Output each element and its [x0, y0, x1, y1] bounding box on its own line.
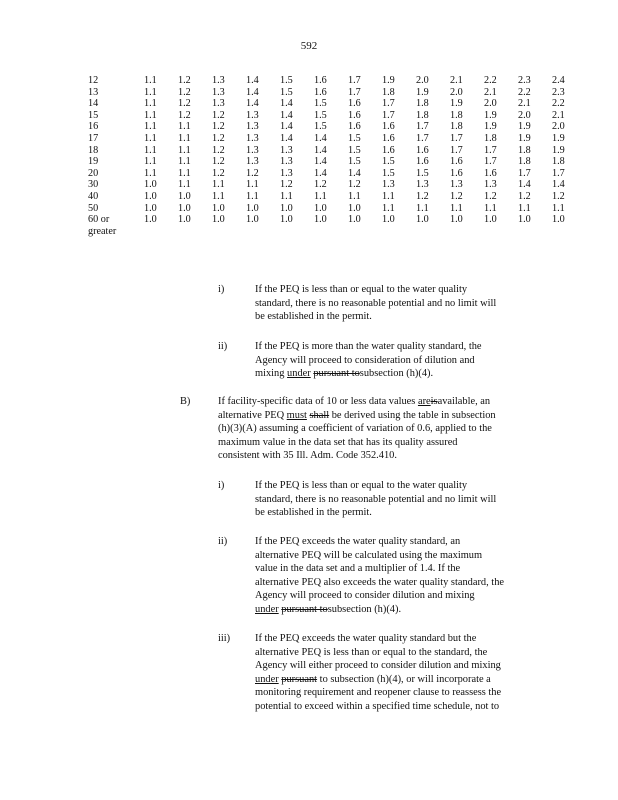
text-line: If the PEQ is more than the water quality standard, the: [255, 341, 482, 352]
multiplier-cell: 1.2: [212, 156, 225, 168]
multiplier-cell: 1.4: [348, 167, 361, 179]
multiplier-cell: 1.1: [212, 179, 225, 191]
text-line: standard, there is no reasonable potential and no limit will: [255, 297, 497, 309]
multiplier-cell: 1.3: [212, 86, 225, 98]
multiplier-cell: 1.6: [416, 156, 429, 168]
multiplier-cell: 1.0: [552, 214, 565, 226]
multiplier-cell: 2.2: [484, 75, 497, 86]
multiplier-cell: 1.2: [178, 98, 191, 110]
multiplier-cell: 1.2: [552, 190, 565, 202]
multiplier-cell: 1.6: [416, 144, 429, 156]
multiplier-cell: 1.6: [348, 98, 361, 110]
multiplier-cell: 1.0: [178, 214, 191, 226]
multiplier-cell: 1.0: [144, 202, 157, 214]
multiplier-cell: 1.3: [212, 75, 225, 86]
deleted-text: is: [430, 396, 438, 407]
multiplier-cell: 1.1: [382, 190, 395, 202]
multiplier-cell: 1.3: [212, 98, 225, 110]
multiplier-cell: 1.1: [212, 190, 225, 202]
multiplier-cell: 1.5: [314, 98, 327, 110]
multiplier-cell: 1.1: [178, 156, 191, 168]
multiplier-cell: 1.1: [178, 179, 191, 191]
multiplier-cell: 1.0: [450, 214, 463, 226]
multiplier-cell: 2.2: [518, 86, 531, 98]
multiplier-cell: 1.8: [450, 109, 463, 121]
multiplier-cell: 1.0: [212, 202, 225, 214]
item-label: i): [218, 480, 225, 491]
multiplier-cell: 1.0: [314, 214, 327, 226]
multiplier-cell: 1.2: [212, 109, 225, 121]
multiplier-cell: [178, 226, 212, 238]
text-line: be established in the permit.: [255, 311, 372, 323]
table-row: [88, 226, 586, 238]
multiplier-cell: 1.8: [518, 144, 531, 156]
multiplier-cell: 1.7: [450, 144, 463, 156]
table-row: [88, 121, 586, 133]
multiplier-cell: 1.5: [382, 156, 395, 168]
multiplier-cell: 1.6: [450, 156, 463, 168]
multiplier-cell: [518, 226, 552, 238]
table-row: [88, 179, 586, 191]
text-line-amended: mixing under pursuant tosubsection (h)(4).: [255, 368, 434, 380]
multiplier-cell: 1.7: [382, 109, 395, 121]
multiplier-cell: [552, 226, 586, 238]
table-row: [88, 75, 586, 87]
multiplier-cell: 1.7: [416, 121, 429, 133]
sample-count-cell: 60 or: [88, 214, 110, 226]
text-line: (h)(3)(A) assuming a coefficient of variation of 0.6, applied to the: [218, 423, 492, 435]
multiplier-cell: 1.1: [144, 167, 157, 179]
multiplier-cell: 1.8: [450, 121, 463, 133]
multiplier-cell: 1.2: [212, 167, 225, 179]
multiplier-cell: 1.1: [246, 190, 259, 202]
multiplier-cell: 1.6: [484, 167, 497, 179]
multiplier-cell: 1.2: [178, 86, 191, 98]
multiplier-cell: 1.2: [450, 190, 463, 202]
multiplier-cell: [314, 226, 348, 238]
multiplier-cell: 1.1: [178, 167, 191, 179]
multiplier-cell: 1.0: [484, 214, 497, 226]
multiplier-cell: [382, 226, 416, 238]
text-line: monitoring requirement and reopener clause to reassess the: [255, 687, 502, 699]
text-line: alternative PEQ is less than or equal to the standard, the: [255, 646, 488, 658]
multiplier-cell: 1.8: [382, 86, 395, 98]
page-number: 592: [300, 40, 318, 52]
multiplier-cell: 1.3: [280, 156, 293, 168]
item-label: iii): [218, 633, 231, 644]
multiplier-cell: 1.4: [518, 179, 531, 191]
multiplier-cell: 1.2: [212, 121, 225, 133]
table-row: [88, 98, 586, 110]
multiplier-cell: 2.3: [552, 86, 565, 98]
multiplier-cell: 1.2: [212, 144, 225, 156]
sample-count-cell: 30: [88, 179, 99, 191]
sample-count-cell: 40: [88, 190, 99, 202]
text-line-amended: under pursuant to subsection (h)(4), or will incorporate a: [255, 673, 491, 685]
sample-count-cell: 12: [88, 75, 99, 86]
multiplier-table: [88, 75, 586, 237]
multiplier-cell: 1.0: [314, 202, 327, 214]
multiplier-cell: 1.0: [144, 190, 157, 202]
multiplier-cell: 1.5: [348, 132, 361, 144]
multiplier-cell: 1.1: [144, 75, 157, 86]
text-line: If the PEQ is less than or equal to the water quality: [255, 480, 468, 491]
multiplier-cell: 1.6: [382, 144, 395, 156]
table-row: [88, 110, 586, 122]
multiplier-cell: 1.2: [246, 167, 259, 179]
multiplier-cell: 1.0: [416, 214, 429, 226]
item-label: ii): [218, 536, 228, 547]
sample-count-cell: 50: [88, 202, 99, 214]
multiplier-cell: 1.3: [246, 132, 259, 144]
multiplier-cell: 1.9: [552, 144, 565, 156]
multiplier-cell: 2.4: [552, 75, 565, 86]
text-line-amended: If facility-specific data of 10 or less data values areisavailable, an: [218, 396, 491, 407]
inserted-text: are: [417, 396, 431, 407]
multiplier-cell: 1.7: [484, 156, 497, 168]
multiplier-cell: 1.1: [178, 121, 191, 133]
multiplier-cell: [144, 226, 178, 238]
multiplier-cell: 1.0: [280, 214, 293, 226]
multiplier-cell: 1.7: [416, 132, 429, 144]
multiplier-cell: 1.9: [382, 75, 395, 86]
deleted-text: pursuant: [281, 673, 318, 685]
text-line: If the PEQ exceeds the water quality standard but the: [255, 633, 477, 644]
multiplier-cell: 1.8: [552, 156, 565, 168]
multiplier-cell: [416, 226, 450, 238]
deleted-text: pursuant to: [281, 603, 328, 615]
multiplier-cell: 1.1: [314, 190, 327, 202]
multiplier-cell: 1.4: [280, 132, 293, 144]
multiplier-cell: 1.8: [416, 109, 429, 121]
sample-count-cell: 13: [88, 86, 99, 98]
multiplier-cell: 1.1: [144, 156, 157, 168]
multiplier-cell: 1.2: [348, 179, 361, 191]
multiplier-cell: 1.4: [314, 144, 327, 156]
multiplier-cell: 1.7: [518, 167, 531, 179]
multiplier-cell: 2.2: [552, 98, 565, 110]
sample-count-cell: greater: [88, 225, 117, 237]
multiplier-cell: 1.9: [518, 121, 531, 133]
multiplier-cell: [212, 226, 246, 238]
table-row: [88, 191, 586, 203]
multiplier-cell: 1.1: [178, 132, 191, 144]
multiplier-cell: 1.0: [518, 214, 531, 226]
multiplier-cell: 1.0: [382, 214, 395, 226]
multiplier-cell: 1.3: [450, 179, 463, 191]
multiplier-cell: 1.2: [212, 132, 225, 144]
multiplier-cell: 1.7: [348, 86, 361, 98]
text-line: Agency will proceed to consideration of dilution and: [255, 354, 475, 366]
table-row: [88, 133, 586, 145]
multiplier-cell: 1.7: [348, 75, 361, 86]
multiplier-cell: 1.9: [552, 132, 565, 144]
multiplier-cell: 1.3: [416, 179, 429, 191]
multiplier-cell: 1.9: [484, 121, 497, 133]
multiplier-cell: 2.0: [450, 86, 463, 98]
multiplier-cell: 1.5: [280, 75, 293, 86]
multiplier-cell: 1.2: [416, 190, 429, 202]
multiplier-cell: 1.6: [382, 121, 395, 133]
multiplier-cell: 1.3: [382, 179, 395, 191]
text-line: potential to exceed within a specified time schedule, not to: [255, 700, 500, 712]
multiplier-cell: 1.0: [178, 202, 191, 214]
multiplier-cell: 1.2: [280, 179, 293, 191]
text-line: consistent with 35 Ill. Adm. Code 352.410.: [218, 450, 397, 462]
inserted-text: under: [287, 368, 311, 380]
deleted-text: pursuant to: [313, 368, 360, 380]
multiplier-cell: 1.6: [348, 109, 361, 121]
multiplier-cell: 1.5: [314, 121, 327, 133]
multiplier-cell: 1.1: [484, 202, 497, 214]
multiplier-cell: 1.3: [246, 109, 259, 121]
multiplier-cell: 1.1: [144, 109, 157, 121]
multiplier-cell: 1.1: [416, 202, 429, 214]
multiplier-cell: 1.8: [416, 98, 429, 110]
table-row: [88, 87, 586, 99]
multiplier-cell: 1.4: [246, 98, 259, 110]
sample-count-cell: 14: [88, 98, 99, 110]
text-line: If the PEQ exceeds the water quality standard, an: [255, 536, 461, 547]
multiplier-cell: [348, 226, 382, 238]
multiplier-cell: 1.6: [314, 86, 327, 98]
multiplier-cell: 1.4: [246, 75, 259, 86]
sample-count-cell: 20: [88, 167, 99, 179]
table-row: [88, 168, 586, 180]
text-line: alternative PEQ will be calculated using the maximum: [255, 549, 483, 561]
multiplier-cell: 1.4: [552, 179, 565, 191]
multiplier-cell: 1.8: [484, 132, 497, 144]
multiplier-cell: 1.2: [314, 179, 327, 191]
multiplier-cell: 2.1: [518, 98, 531, 110]
text-line: Agency will either proceed to consider dilution and mixing: [255, 660, 501, 672]
multiplier-cell: 1.4: [246, 86, 259, 98]
table-row: [88, 203, 586, 215]
multiplier-cell: 1.3: [484, 179, 497, 191]
multiplier-cell: 1.4: [314, 167, 327, 179]
multiplier-cell: 1.6: [314, 75, 327, 86]
multiplier-cell: 2.0: [484, 98, 497, 110]
sample-count-cell: 19: [88, 156, 99, 168]
multiplier-cell: 1.5: [348, 156, 361, 168]
multiplier-cell: 1.0: [144, 179, 157, 191]
multiplier-cell: 1.9: [416, 86, 429, 98]
multiplier-cell: 1.1: [382, 202, 395, 214]
multiplier-cell: 2.1: [484, 86, 497, 98]
multiplier-cell: 1.1: [178, 144, 191, 156]
multiplier-cell: 1.1: [450, 202, 463, 214]
multiplier-cell: 1.1: [348, 190, 361, 202]
multiplier-cell: 2.1: [552, 109, 565, 121]
text-line: alternative PEQ also exceeds the water quality standard, the: [255, 576, 504, 588]
multiplier-cell: 1.4: [314, 156, 327, 168]
text-line: maximum value in the data set that has its quality assured: [218, 436, 458, 448]
inserted-text: under: [255, 673, 279, 685]
multiplier-cell: 1.4: [314, 132, 327, 144]
multiplier-cell: 1.3: [246, 121, 259, 133]
sample-count-cell: 18: [88, 144, 99, 156]
text-line-amended: under pursuant tosubsection (h)(4).: [255, 603, 402, 615]
multiplier-cell: 2.0: [416, 75, 429, 86]
multiplier-cell: 1.2: [178, 75, 191, 86]
multiplier-cell: 1.5: [416, 167, 429, 179]
multiplier-cell: 1.1: [144, 132, 157, 144]
text-line: be established in the permit.: [255, 507, 372, 519]
multiplier-cell: 1.3: [280, 167, 293, 179]
multiplier-cell: 1.2: [484, 190, 497, 202]
table-row: [88, 145, 586, 157]
multiplier-cell: [280, 226, 314, 238]
multiplier-cell: 1.3: [280, 144, 293, 156]
multiplier-cell: 1.6: [348, 121, 361, 133]
multiplier-cell: 1.2: [178, 109, 191, 121]
multiplier-cell: 1.1: [144, 98, 157, 110]
multiplier-cell: 1.4: [280, 109, 293, 121]
table-row: [88, 156, 586, 168]
multiplier-cell: 1.1: [144, 86, 157, 98]
multiplier-cell: 1.5: [348, 144, 361, 156]
multiplier-cell: 1.9: [484, 109, 497, 121]
text-line-amended: alternative PEQ must shall be derived using the table in subsection: [218, 409, 496, 421]
multiplier-cell: 1.4: [280, 98, 293, 110]
sample-count-cell: 15: [88, 109, 99, 121]
text-line: standard, there is no reasonable potential and no limit will: [255, 493, 497, 505]
multiplier-cell: 1.0: [246, 202, 259, 214]
text-line: If the PEQ is less than or equal to the water quality: [255, 284, 468, 295]
multiplier-cell: 1.6: [382, 132, 395, 144]
inserted-text: must: [286, 409, 307, 421]
multiplier-cell: 1.7: [484, 144, 497, 156]
item-label: ii): [218, 341, 228, 352]
inserted-text: under: [255, 603, 279, 615]
multiplier-cell: 1.0: [280, 202, 293, 214]
multiplier-cell: 1.0: [212, 214, 225, 226]
multiplier-cell: 1.1: [144, 121, 157, 133]
multiplier-cell: 1.0: [246, 214, 259, 226]
multiplier-cell: 1.6: [450, 167, 463, 179]
multiplier-cell: 1.9: [450, 98, 463, 110]
multiplier-cell: 1.5: [280, 86, 293, 98]
item-label: B): [180, 396, 191, 407]
multiplier-cell: 1.0: [144, 214, 157, 226]
multiplier-cell: 1.0: [348, 202, 361, 214]
multiplier-cell: 2.1: [450, 75, 463, 86]
multiplier-cell: [246, 226, 280, 238]
multiplier-cell: 1.7: [450, 132, 463, 144]
multiplier-cell: 1.1: [144, 144, 157, 156]
multiplier-cell: 2.0: [518, 109, 531, 121]
multiplier-cell: 2.0: [552, 121, 565, 133]
multiplier-cell: 1.1: [518, 202, 531, 214]
item-label: i): [218, 284, 225, 295]
text-line: value in the data set and a multiplier of 1.4. If the: [255, 563, 461, 575]
multiplier-cell: 2.3: [518, 75, 531, 86]
text-line: Agency will proceed to consider dilution and mixing: [255, 590, 475, 602]
deleted-text: shall: [309, 409, 330, 421]
multiplier-cell: 1.0: [178, 190, 191, 202]
multiplier-cell: [484, 226, 518, 238]
multiplier-cell: 1.4: [280, 121, 293, 133]
multiplier-cell: 1.2: [518, 190, 531, 202]
multiplier-cell: [450, 226, 484, 238]
multiplier-cell: 1.1: [246, 179, 259, 191]
table-row: [88, 214, 586, 226]
multiplier-cell: 1.8: [518, 156, 531, 168]
multiplier-cell: 1.1: [552, 202, 565, 214]
multiplier-cell: 1.5: [314, 109, 327, 121]
multiplier-cell: 1.3: [246, 144, 259, 156]
multiplier-cell: 1.5: [382, 167, 395, 179]
multiplier-cell: 1.0: [348, 214, 361, 226]
sample-count-cell: 16: [88, 121, 99, 133]
sample-count-cell: 17: [88, 132, 99, 144]
multiplier-cell: 1.1: [280, 190, 293, 202]
multiplier-cell: 1.9: [518, 132, 531, 144]
multiplier-cell: 1.3: [246, 156, 259, 168]
multiplier-cell: 1.7: [552, 167, 565, 179]
multiplier-cell: 1.7: [382, 98, 395, 110]
